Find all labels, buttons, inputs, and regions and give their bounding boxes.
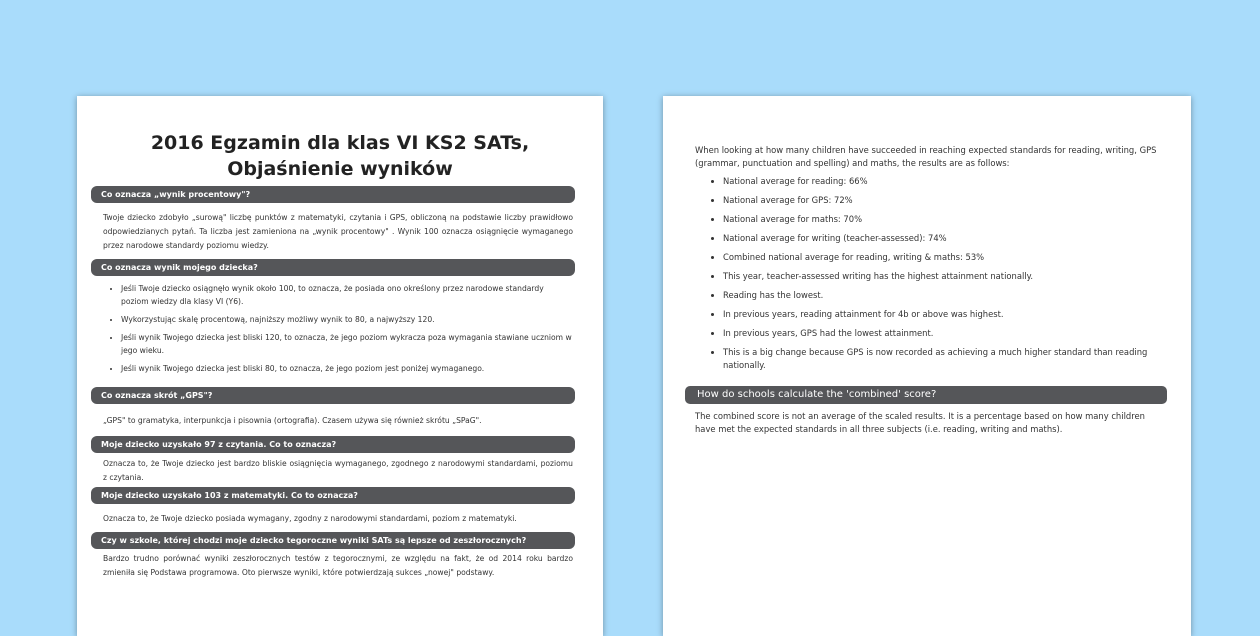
- section-heading-comparison: Czy w szkole, której chodzi moje dziecko tegoroczne wyniki SATs są lepsze od zeszłorocznych?: [91, 532, 575, 549]
- list-item: • Reading has the lowest.: [723, 289, 1151, 302]
- list-item: • This year, teacher-assessed writing has the highest attainment nationally.: [723, 270, 1151, 283]
- list-item: • National average for reading: 66%: [723, 175, 1151, 188]
- title-line-1: 2016 Egzamin dla klas VI KS2 SATs,: [150, 132, 530, 154]
- section-text-combined-score: The combined score is not an average of the scaled results. It is a percentage based on how many children have met the expected standards in all three subjects (i.e. reading, writing and maths).: [695, 411, 1145, 434]
- section-heading-maths-103: Moje dziecko uzyskało 103 z matematyki. Co to oznacza?: [91, 487, 575, 504]
- document-page-left: [77, 96, 603, 636]
- title-line-2: Objaśnienie wyników: [227, 158, 453, 180]
- section-heading-combined-score: How do schools calculate the 'combined' score?: [685, 386, 1167, 404]
- list-item: • In previous years, reading attainment for 4b or above was highest.: [723, 308, 1151, 321]
- section-text-reading-97: Oznacza to, że Twoje dziecko jest bardzo bliskie osiągnięcia wymaganego, zgodnego z narodowymi standardami, poziomu z czytania.: [103, 459, 573, 482]
- list-item: • Jeśli wynik Twojego dziecka jest bliski 80, to oznacza, że jego poziom jest poniżej wymaganego.: [121, 362, 573, 375]
- section-text-gps: „GPS" to gramatyka, interpunkcja i pisownia (ortografia). Czasem używa się również skrótu „SPaG".: [103, 416, 482, 425]
- list-item: • National average for writing (teacher-assessed): 74%: [723, 232, 1151, 245]
- section-text-maths-103: Oznacza to, że Twoje dziecko posiada wymagany, zgodny z narodowymi standardami, poziom z matematyki.: [103, 514, 517, 523]
- section-heading-gps: Co oznacza skrót „GPS"?: [91, 387, 575, 404]
- section-heading-reading-97: Moje dziecko uzyskało 97 z czytania. Co to oznacza?: [91, 436, 575, 453]
- list-item: • In previous years, GPS had the lowest attainment.: [723, 327, 1151, 340]
- document-title: [97, 130, 583, 182]
- list-item: • Jeśli wynik Twojego dziecka jest bliski 120, to oznacza, że jego poziom wykracza poza wymagania stawiane uczniom w jego wieku.: [121, 331, 573, 357]
- document-page-right: [663, 96, 1191, 636]
- list-item: • This is a big change because GPS is now recorded as achieving a much higher standard than reading nationally.: [723, 346, 1151, 372]
- section-heading-child-score: Co oznacza wynik mojego dziecka?: [91, 259, 575, 276]
- results-intro: When looking at how many children have succeeded in reaching expected standards for reading, writing, GPS (grammar, punctuation and spelling) and maths, the results are as follows:: [695, 145, 1157, 168]
- list-item: • National average for maths: 70%: [723, 213, 1151, 226]
- list-item: • National average for GPS: 72%: [723, 194, 1151, 207]
- section-text-comparison: Bardzo trudno porównać wyniki zeszłorocznych testów z tegorocznymi, ze względu na fakt, że od 2014 roku bardzo zmieniła się Podstawa programowa. Oto pierwsze wyniki, które potwierdzają sukces „nowej" podstawy.: [103, 554, 573, 577]
- section-heading-percent-score: Co oznacza „wynik procentowy"?: [91, 186, 575, 203]
- list-item: • Jeśli Twoje dziecko osiągnęło wynik około 100, to oznacza, że posiada ono określony przez narodowe standardy poziom wiedzy dla klasy VI (Y6).: [121, 282, 573, 308]
- list-item: • Combined national average for reading, writing & maths: 53%: [723, 251, 1151, 264]
- results-bullet-list: [663, 175, 1191, 372]
- list-item: • Wykorzystując skalę procentową, najniższy możliwy wynik to 80, a najwyższy 120.: [121, 313, 573, 326]
- child-score-bullet-list: [77, 282, 603, 375]
- section-text-percent-score: Twoje dziecko zdobyło „surową" liczbę punktów z matematyki, czytania i GPS, obliczoną na podstawie liczby prawidłowo odpowiedzianych pytań. Ta liczba jest zamieniona na „wynik procentowy" . Wynik 100 oznacza osiągnięcie wymaganego przez narodowe standardy poziomu wiedzy.: [103, 213, 573, 250]
